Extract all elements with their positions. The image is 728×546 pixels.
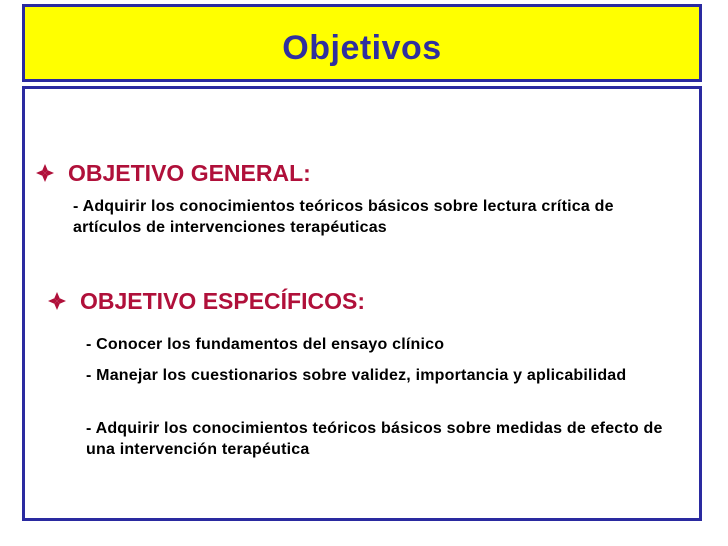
- section-heading-label: OBJETIVO GENERAL:: [68, 160, 311, 186]
- objective-item: - Conocer los fundamentos del ensayo clínico: [86, 336, 445, 353]
- section-heading-label: OBJETIVO ESPECÍFICOS:: [80, 288, 365, 314]
- diamond-bullet-icon: [36, 164, 54, 182]
- objective-item: - Adquirir los conocimientos teóricos básicos sobre medidas de efecto de una intervención terapéutica: [86, 420, 663, 458]
- title-banner: [22, 4, 702, 82]
- section-heading-general: [36, 160, 311, 186]
- objective-item: - Adquirir los conocimientos teóricos básicos sobre lectura crítica de artículos de intervenciones terapéuticas: [73, 198, 614, 236]
- slide-title: Objetivos: [282, 29, 442, 67]
- diamond-bullet-icon: [48, 292, 66, 310]
- objective-item: - Manejar los cuestionarios sobre validez, importancia y aplicabilidad: [86, 367, 627, 384]
- section-heading-especificos: [48, 288, 365, 314]
